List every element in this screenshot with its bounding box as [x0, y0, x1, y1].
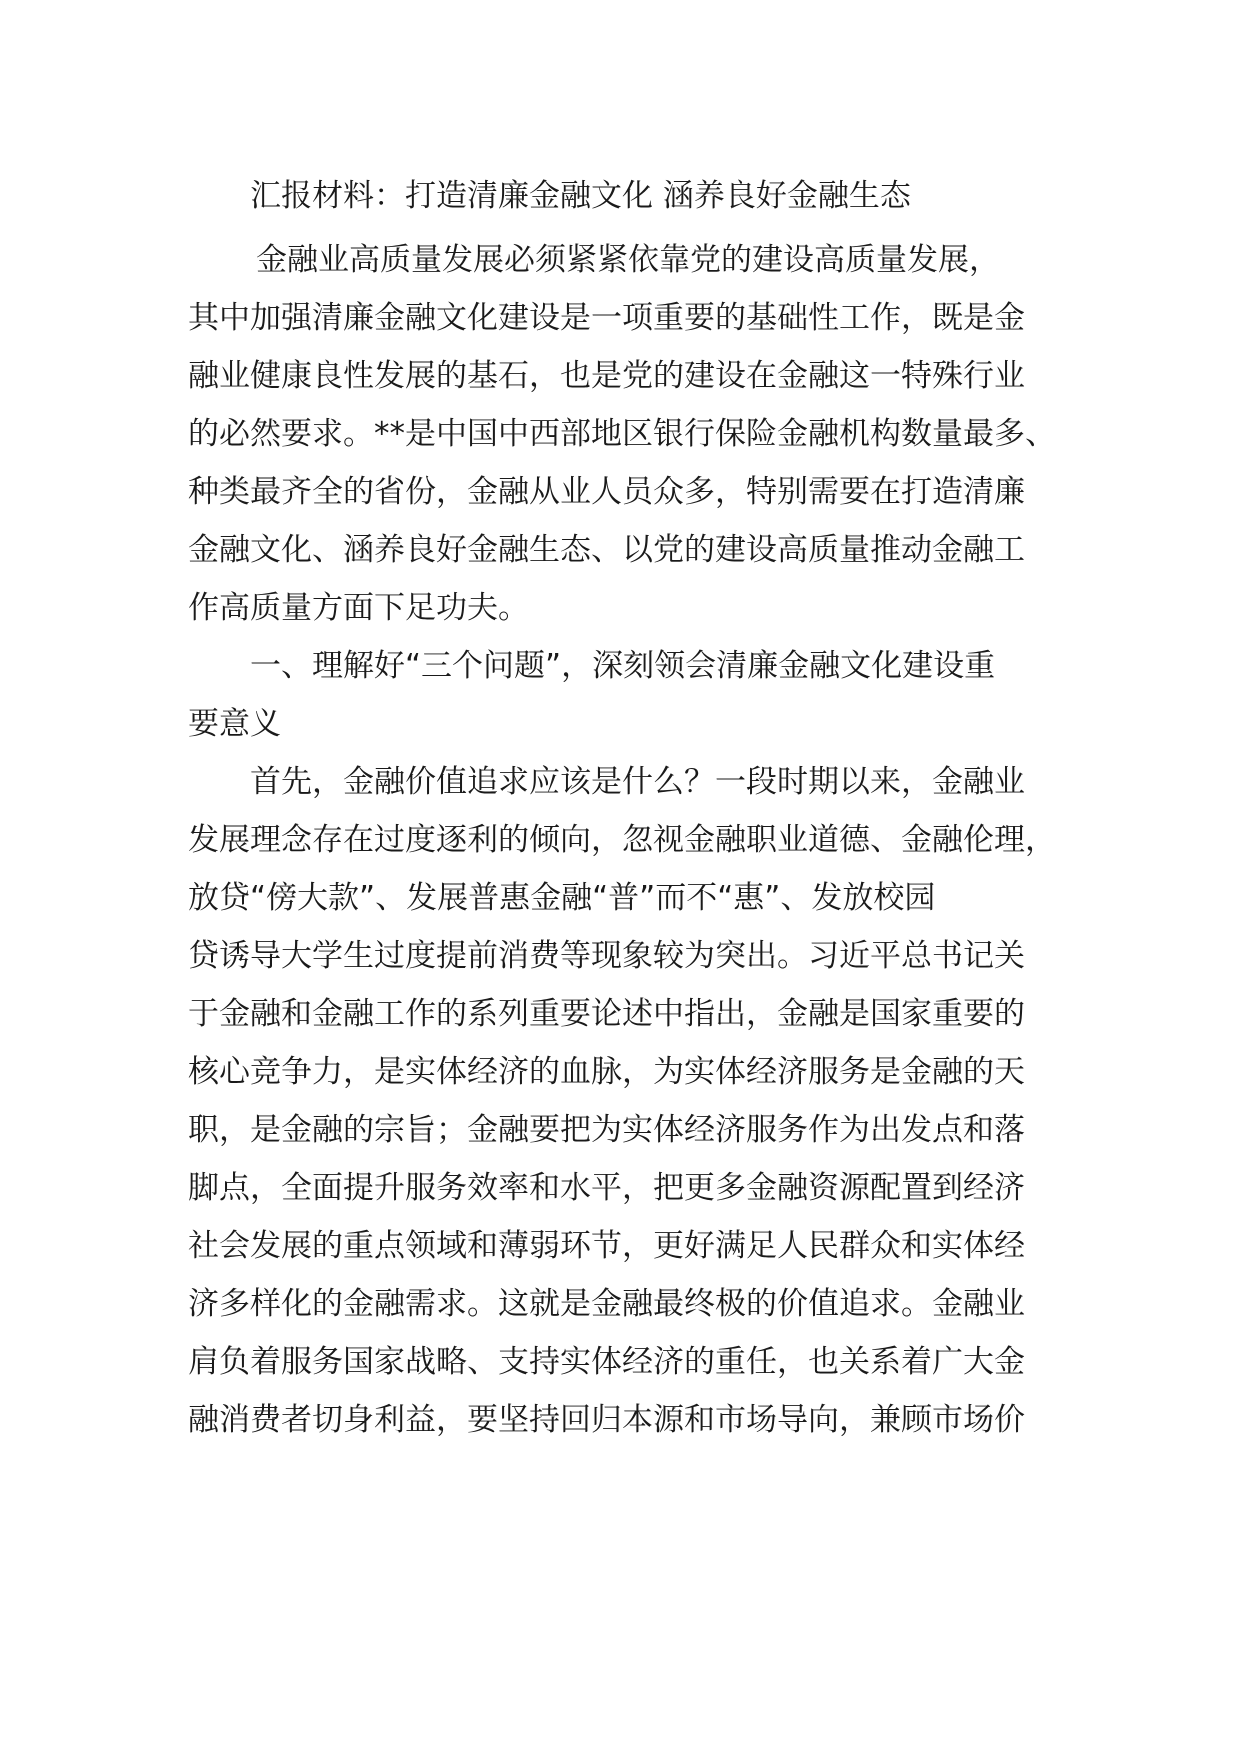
paragraph-line: 的必然要求。**是中国中西部地区银行保险金融机构数量最多、: [188, 416, 1056, 452]
paragraph-line: 其中加强清廉金融文化建设是一项重要的基础性工作，既是金: [188, 300, 1025, 336]
paragraph-line: 肩负着服务国家战略、支持实体经济的重任，也关系着广大金: [188, 1344, 1025, 1380]
paragraph-line: 社会发展的重点领域和薄弱环节，更好满足人民群众和实体经: [188, 1228, 1025, 1264]
paragraph-line: 首先，金融价值追求应该是什么？一段时期以来，金融业: [250, 764, 1025, 800]
paragraph-line: 金融业高质量发展必须紧紧依靠党的建设高质量发展，: [256, 242, 1000, 278]
paragraph-line: 发展理念存在过度逐利的倾向，忽视金融职业道德、金融伦理，: [188, 822, 1056, 858]
paragraph-line: 于金融和金融工作的系列重要论述中指出，金融是国家重要的: [188, 996, 1025, 1032]
paragraph-line: 金融文化、涵养良好金融生态、以党的建设高质量推动金融工: [188, 532, 1025, 568]
paragraph-line: 融业健康良性发展的基石，也是党的建设在金融这一特殊行业: [188, 358, 1025, 394]
paragraph-line: 放贷“傍大款”、发展普惠金融“普”而不“惠”、发放校园: [188, 880, 936, 916]
paragraph-line: 脚点，全面提升服务效率和水平，把更多金融资源配置到经济: [188, 1170, 1025, 1206]
paragraph-line: 贷诱导大学生过度提前消费等现象较为突出。习近平总书记关: [188, 938, 1025, 974]
paragraph-line: 核心竞争力，是实体经济的血脉，为实体经济服务是金融的天: [188, 1054, 1025, 1090]
section-heading-line: 一、理解好“三个问题”，深刻领会清廉金融文化建设重: [250, 648, 996, 684]
document-title: 汇报材料：打造清廉金融文化 涵养良好金融生态: [250, 178, 911, 214]
paragraph-line: 作高质量方面下足功夫。: [188, 590, 529, 626]
paragraph-line: 种类最齐全的省份，金融从业人员众多，特别需要在打造清廉: [188, 474, 1025, 510]
paragraph-line: 融消费者切身利益，要坚持回归本源和市场导向，兼顾市场价: [188, 1402, 1025, 1438]
paragraph-line: 济多样化的金融需求。这就是金融最终极的价值追求。金融业: [188, 1286, 1025, 1322]
paragraph-line: 职，是金融的宗旨；金融要把为实体经济服务作为出发点和落: [188, 1112, 1025, 1148]
section-heading-line: 要意义: [188, 706, 281, 742]
